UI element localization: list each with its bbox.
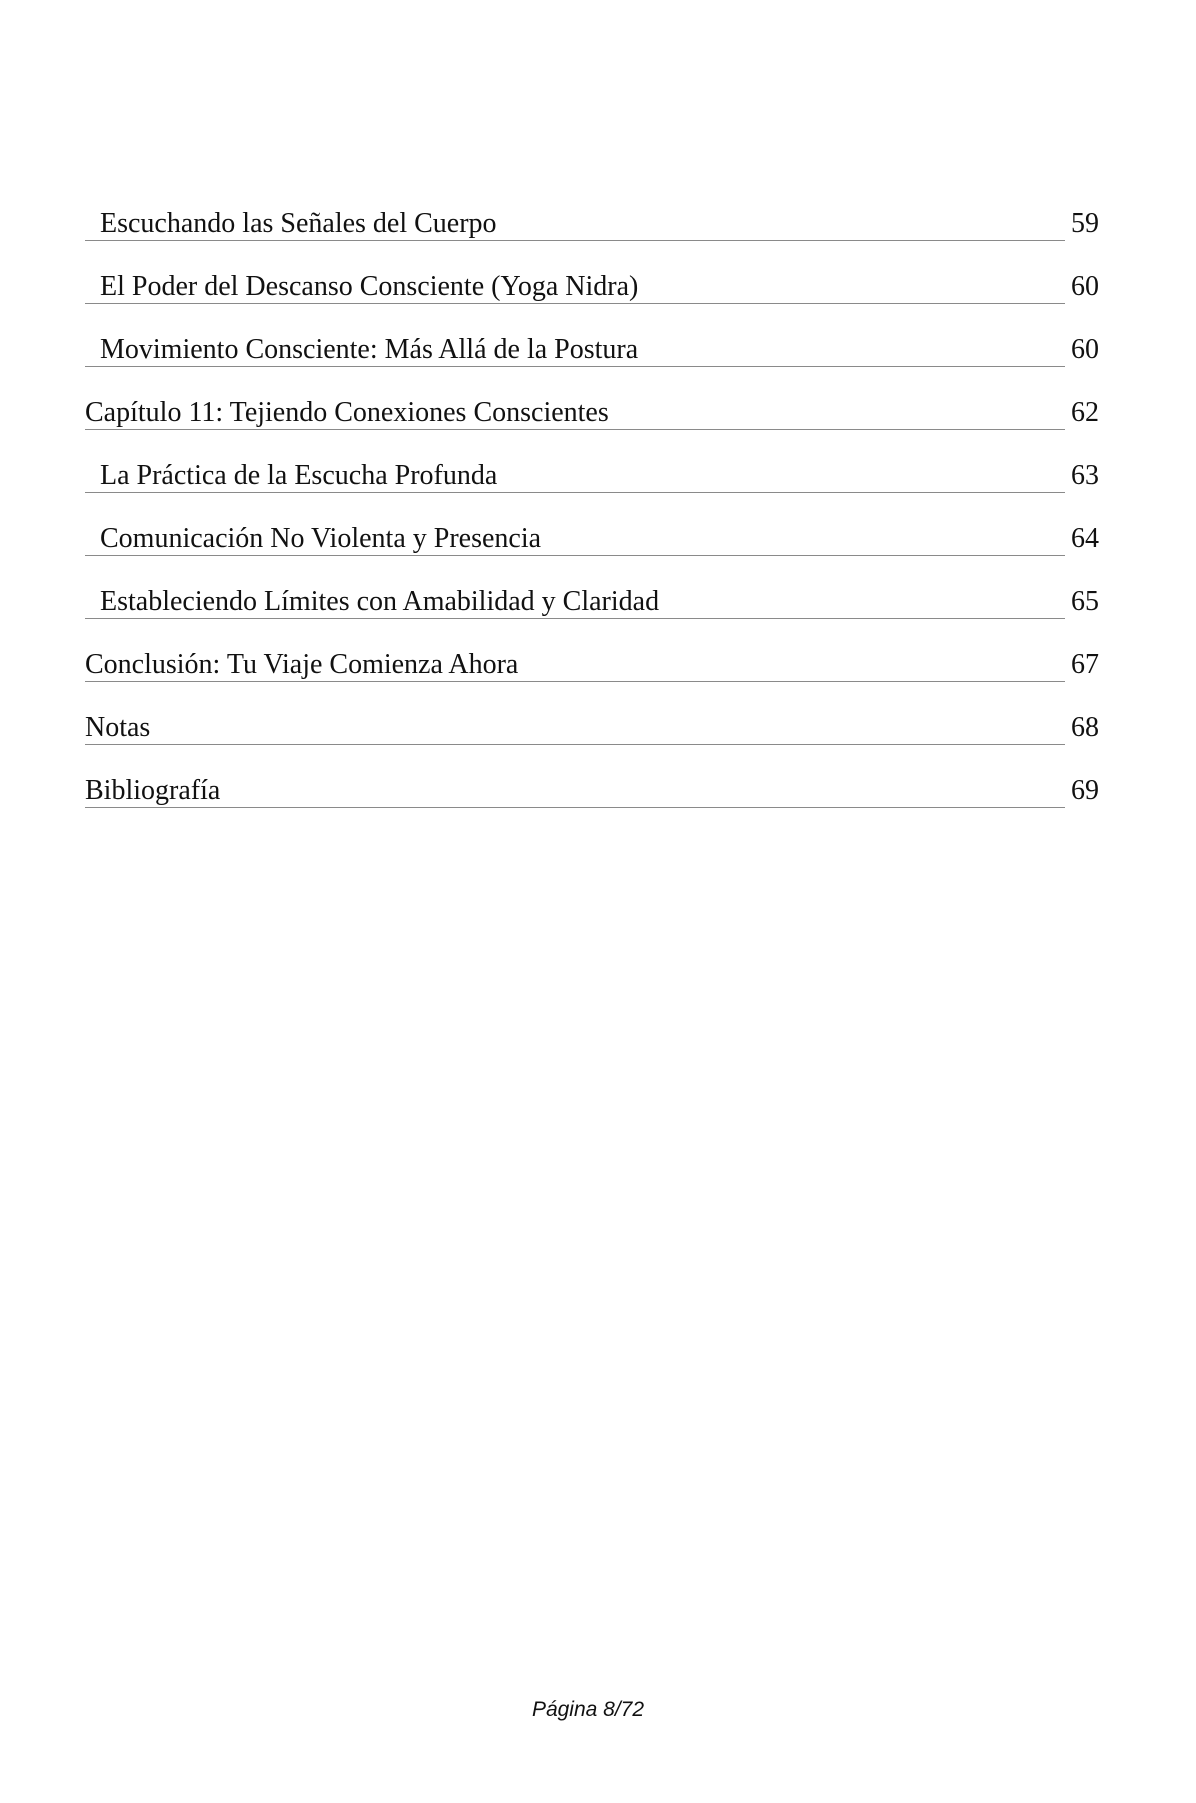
toc-entry-title-text: Conclusión: Tu Viaje Comienza Ahora [85,649,519,680]
toc-entry[interactable] [85,259,1115,322]
toc-entry[interactable] [85,385,1115,448]
toc-entry-title[interactable] [85,586,1065,619]
toc-entry-page[interactable]: 62 [1071,397,1099,428]
toc-entry[interactable] [85,637,1115,700]
toc-entry-title[interactable] [85,271,1065,304]
toc-entry-title[interactable] [85,460,1065,493]
toc-entry-title-text: Estableciendo Límites con Amabilidad y Claridad [100,586,660,617]
toc-entry[interactable] [85,322,1115,385]
toc-entry-page[interactable]: 68 [1071,712,1099,743]
toc-entry-title-text: Notas [85,712,151,743]
toc-entry-page[interactable]: 64 [1071,523,1099,554]
toc-entry-title-text: Bibliografía [85,775,221,806]
toc-entry-page[interactable]: 59 [1071,208,1099,239]
toc-entry-page[interactable]: 60 [1071,334,1099,365]
table-of-contents [85,196,1115,826]
toc-entry-title[interactable] [85,649,1065,682]
toc-entry-page[interactable]: 65 [1071,586,1099,617]
toc-entry-title[interactable] [85,775,1065,808]
toc-entry-title-text: Movimiento Consciente: Más Allá de la Postura [100,334,639,365]
toc-entry[interactable] [85,196,1115,259]
toc-entry[interactable] [85,700,1115,763]
toc-entry[interactable] [85,448,1115,511]
toc-entry-title-text: La Práctica de la Escucha Profunda [100,460,498,491]
toc-entry-title-text: El Poder del Descanso Consciente (Yoga Nidra) [100,271,639,302]
toc-entry-title-text: Comunicación No Violenta y Presencia [100,523,542,554]
toc-entry-title[interactable] [85,208,1065,241]
toc-entry[interactable] [85,511,1115,574]
toc-entry-page[interactable]: 60 [1071,271,1099,302]
toc-entry[interactable] [85,574,1115,637]
toc-entry-title-text: Escuchando las Señales del Cuerpo [100,208,497,239]
page-number-footer: Página 8/72 [531,1698,645,1721]
toc-entry-title[interactable] [85,397,1065,430]
toc-entry-page[interactable]: 69 [1071,775,1099,806]
toc-entry-title[interactable] [85,334,1065,367]
toc-entry-page[interactable]: 63 [1071,460,1099,491]
toc-entry-title-text: Capítulo 11: Tejiendo Conexiones Conscientes [85,397,609,428]
toc-entry-page[interactable]: 67 [1071,649,1099,680]
toc-entry-title[interactable] [85,523,1065,556]
toc-entry[interactable] [85,763,1115,826]
toc-entry-title[interactable] [85,712,1065,745]
